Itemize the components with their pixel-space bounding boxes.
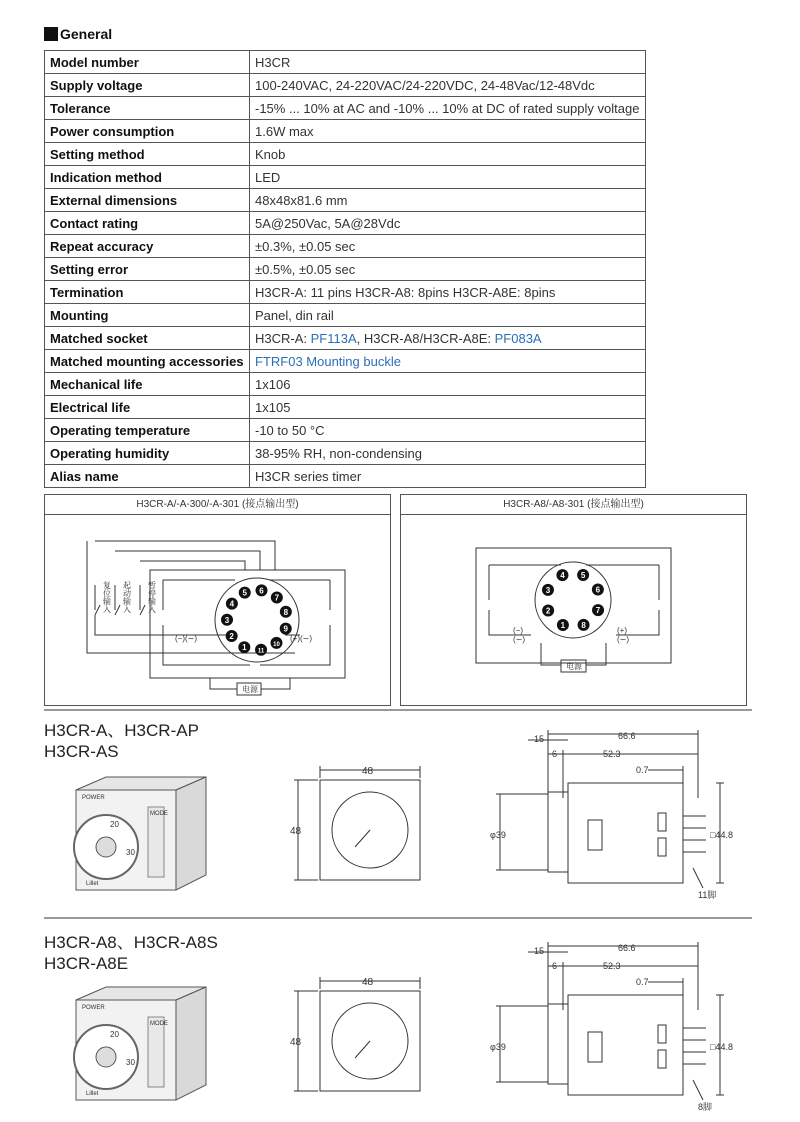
- spec-key: Supply voltage: [45, 74, 250, 97]
- table-row: [45, 143, 646, 166]
- dim-body: 52.3: [603, 749, 621, 759]
- table-row: [45, 258, 646, 281]
- dim-total: 66.6: [618, 943, 636, 953]
- spec-value: 1x105: [250, 396, 646, 419]
- spec-value: LED: [250, 166, 646, 189]
- dial-mark-20: 20: [110, 820, 119, 829]
- spec-value: Panel, din rail: [250, 304, 646, 327]
- socket-pin-number: 7: [274, 593, 280, 603]
- input-label-pause: 暂停输入: [147, 581, 157, 613]
- section-heading: [44, 26, 112, 42]
- power-label: 电源: [242, 685, 258, 694]
- socket-pin-number: 4: [560, 571, 565, 581]
- socket-prefix-text: H3CR-A:: [255, 330, 311, 346]
- model-title-line2: H3CR-A8E: [44, 954, 129, 973]
- dim-6: 6: [552, 749, 558, 759]
- socket-pin-number: 10: [273, 641, 280, 648]
- pin-count-label: 11脚: [698, 890, 717, 900]
- polarity-left-label-2: (∼): [513, 635, 526, 644]
- table-row: [45, 350, 646, 373]
- dim-body: 52.3: [603, 961, 621, 971]
- wiring-diagram-8pin: [400, 494, 747, 706]
- front-height-dim: 48: [290, 1037, 302, 1048]
- model-title-2: [44, 932, 218, 974]
- dial-mark-30: 30: [126, 1058, 135, 1067]
- input-label-start: 起动输入: [122, 581, 132, 613]
- table-row: [45, 281, 646, 304]
- model-title-line2: H3CR-AS: [44, 742, 119, 761]
- spec-key: Matched socket: [45, 327, 250, 350]
- power-text: POWER: [82, 1005, 105, 1011]
- front-width-dim: 48: [362, 766, 374, 777]
- spec-key: Setting error: [45, 258, 250, 281]
- socket-pin-number: 2: [545, 606, 551, 616]
- spec-value: H3CR-A: 11 pins H3CR-A8: 8pins H3CR-A8E: 8pins: [250, 281, 646, 304]
- input-label-reset: 复位输入: [102, 581, 112, 613]
- spec-key: Electrical life: [45, 396, 250, 419]
- socket-pin-number: 9: [283, 624, 288, 634]
- mode-text: MODE: [150, 811, 168, 817]
- socket-pin-number: 8: [581, 620, 586, 630]
- power-text: POWER: [82, 795, 105, 801]
- spec-value: 1.6W max: [250, 120, 646, 143]
- polarity-right-label-1: (+): [617, 626, 627, 635]
- table-row: [45, 373, 646, 396]
- polarity-right-label: (+)(∼): [290, 634, 313, 643]
- spec-key: Alias name: [45, 465, 250, 488]
- spec-key: Contact rating: [45, 212, 250, 235]
- wiring-caption: H3CR-A8/-A8-301 (接点输出型): [401, 495, 746, 515]
- pin-count-label: 8脚: [698, 1102, 713, 1112]
- spec-value: 38-95% RH, non-condensing: [250, 442, 646, 465]
- spec-key: External dimensions: [45, 189, 250, 212]
- table-row: [45, 166, 646, 189]
- dim-flange: 15: [534, 734, 545, 744]
- model-title-1: [44, 720, 199, 762]
- front-view-2: [290, 973, 440, 1103]
- socket-pin-number: 3: [224, 615, 230, 625]
- front-width-dim: 48: [362, 977, 374, 988]
- socket-pin-number: 6: [595, 585, 601, 595]
- spec-value: ±0.3%, ±0.05 sec: [250, 235, 646, 258]
- accessory-link[interactable]: FTRF03 Mounting buckle: [255, 353, 401, 369]
- socket-pin-number: 2: [229, 632, 234, 642]
- spec-value: 5A@250Vac, 5A@28Vdc: [250, 212, 646, 235]
- spec-key: Setting method: [45, 143, 250, 166]
- heading-square-icon: [44, 27, 58, 41]
- dim-square: □44.8: [710, 1042, 733, 1052]
- power-label: 电源: [566, 662, 582, 671]
- dim-6: 6: [552, 961, 558, 971]
- spec-table: [44, 50, 646, 488]
- table-row: [45, 465, 646, 488]
- spec-key: Operating humidity: [45, 442, 250, 465]
- wiring-11pin-svg: [45, 515, 390, 705]
- dim-gap: 0.7: [636, 977, 649, 987]
- dial-mark-20: 20: [110, 1030, 119, 1039]
- spec-value: [250, 350, 646, 373]
- table-row: [45, 419, 646, 442]
- spec-key: Mounting: [45, 304, 250, 327]
- table-row: [45, 235, 646, 258]
- table-row: [45, 74, 646, 97]
- table-row: [45, 442, 646, 465]
- dim-flange: 15: [534, 946, 545, 956]
- dim-diameter: φ39: [490, 830, 506, 840]
- socket-mid-text: , H3CR-A8/H3CR-A8E:: [356, 330, 495, 346]
- socket-pin-number: 11: [257, 648, 265, 655]
- polarity-right-label-2: (∼): [617, 635, 630, 644]
- dim-square: □44.8: [710, 830, 733, 840]
- socket-link-pf113a[interactable]: PF113A: [310, 330, 357, 346]
- table-row: [45, 212, 646, 235]
- table-row: [45, 304, 646, 327]
- front-height-dim: 48: [290, 826, 302, 837]
- spec-key: Model number: [45, 51, 250, 74]
- product-photo-1: [66, 775, 216, 900]
- spec-value: 48x48x81.6 mm: [250, 189, 646, 212]
- spec-value: -15% ... 10% at AC and -10% ... 10% at DC of rated supply voltage: [250, 97, 646, 120]
- spec-key: Tolerance: [45, 97, 250, 120]
- socket-pin-number: 5: [580, 570, 586, 580]
- mode-text: MODE: [150, 1021, 168, 1027]
- spec-key: Matched mounting accessories: [45, 350, 250, 373]
- spec-key: Mechanical life: [45, 373, 250, 396]
- product-photo-2: [66, 985, 216, 1110]
- socket-pin-number: 3: [545, 585, 551, 595]
- table-row: [45, 97, 646, 120]
- front-view-1: [290, 762, 440, 892]
- table-row: [45, 189, 646, 212]
- divider: [44, 917, 752, 919]
- wiring-caption: H3CR-A/-A-300/-A-301 (接点输出型): [45, 495, 390, 515]
- socket-pin-number: 1: [242, 643, 247, 653]
- pin-group-11: [221, 584, 292, 655]
- spec-value: ±0.5%, ±0.05 sec: [250, 258, 646, 281]
- polarity-left-label-1: (−): [513, 626, 523, 635]
- divider: [44, 709, 752, 711]
- table-row: [45, 120, 646, 143]
- table-row: [45, 327, 646, 350]
- table-row: [45, 51, 646, 74]
- spec-value: -10 to 50 °C: [250, 419, 646, 442]
- spec-key: Indication method: [45, 166, 250, 189]
- socket-pin-number: 7: [595, 606, 601, 616]
- section-title: General: [60, 26, 113, 42]
- pin-group-8: [542, 569, 604, 631]
- dim-total: 66.6: [618, 731, 636, 741]
- socket-pin-number: 4: [229, 599, 235, 609]
- model-title-line1: H3CR-A8、H3CR-A8S: [44, 933, 218, 952]
- socket-pin-number: 6: [259, 586, 264, 596]
- side-view-1: [488, 728, 758, 903]
- brand-text: Lillet: [86, 881, 99, 887]
- wiring-diagram-11pin: [44, 494, 391, 706]
- spec-value: H3CR series timer: [250, 465, 646, 488]
- spec-key: Termination: [45, 281, 250, 304]
- dim-gap: 0.7: [636, 765, 649, 775]
- spec-value: 1x106: [250, 373, 646, 396]
- socket-pin-number: 1: [560, 621, 566, 631]
- socket-pin-number: 8: [283, 607, 289, 617]
- spec-value: Knob: [250, 143, 646, 166]
- wiring-8pin-svg: [401, 515, 746, 705]
- spec-value: H3CR: [250, 51, 646, 74]
- socket-pin-number: 5: [242, 588, 247, 598]
- spec-value: [250, 327, 646, 350]
- table-row: [45, 396, 646, 419]
- socket-link-pf083a[interactable]: PF083A: [494, 330, 542, 346]
- spec-value: 100-240VAC, 24-220VAC/24-220VDC, 24-48Vac/12-48Vdc: [250, 74, 646, 97]
- brand-text: Lillet: [86, 1091, 99, 1097]
- model-title-line1: H3CR-A、H3CR-AP: [44, 721, 199, 740]
- polarity-left-label: (−)(∼): [175, 634, 198, 643]
- dial-mark-30: 30: [126, 848, 135, 857]
- side-view-2: [488, 940, 758, 1115]
- spec-key: Operating temperature: [45, 419, 250, 442]
- spec-key: Repeat accuracy: [45, 235, 250, 258]
- dim-diameter: φ39: [490, 1042, 506, 1052]
- spec-key: Power consumption: [45, 120, 250, 143]
